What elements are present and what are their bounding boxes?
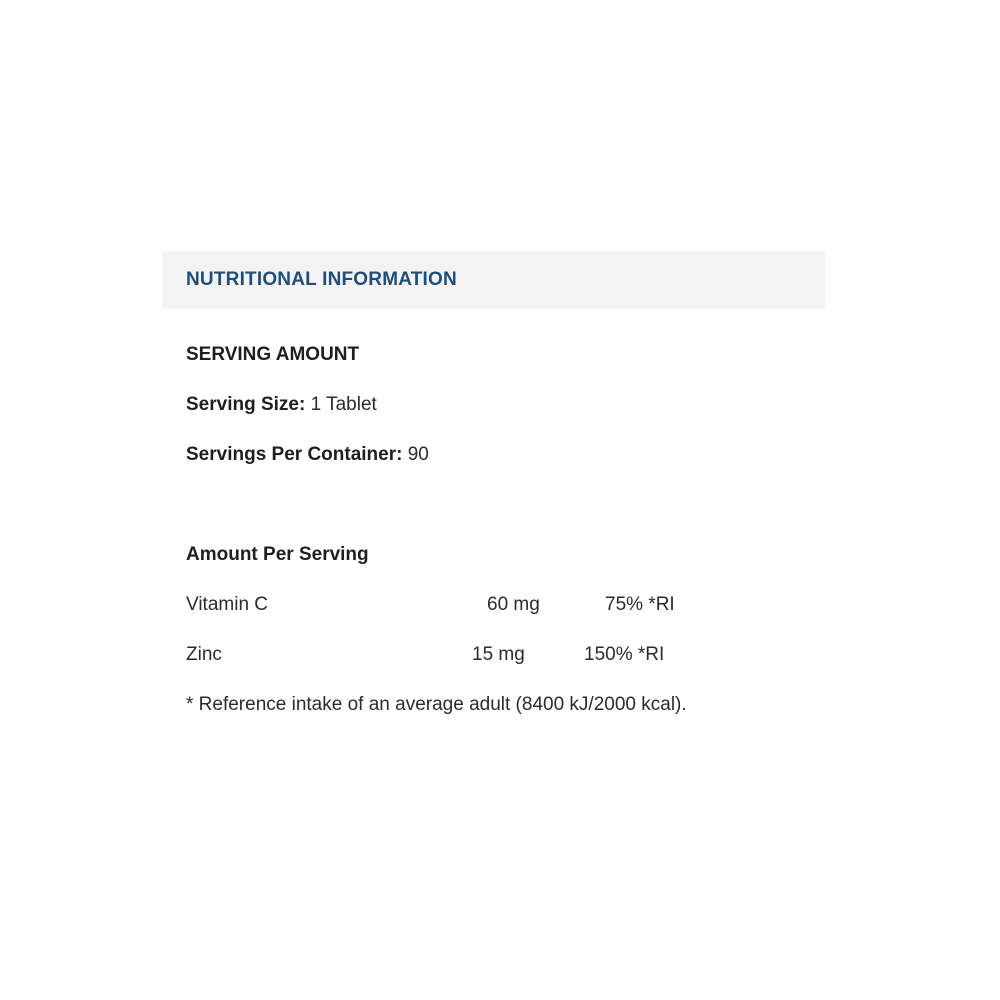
nutrient-name: Vitamin C [186, 594, 269, 615]
nutrient-amount: 60 mg [487, 594, 540, 615]
panel-title: NUTRITIONAL INFORMATION [186, 269, 457, 290]
nutrient-row-zinc [186, 643, 825, 693]
amount-per-serving-heading: Amount Per Serving [186, 544, 369, 565]
serving-size-label: Serving Size: [186, 394, 306, 415]
serving-size-line [186, 393, 825, 443]
nutrient-name: Zinc [186, 644, 222, 665]
nutrition-panel [162, 251, 825, 743]
nutrient-amount: 15 mg [472, 644, 525, 665]
footnote: * Reference intake of an average adult (8400 kJ/2000 kcal). [186, 694, 687, 715]
nutrient-row-vitamin-c [186, 593, 825, 643]
servings-per-container-line [186, 443, 825, 493]
panel-body [162, 309, 825, 743]
panel-header [162, 251, 825, 309]
servings-per-container-value: 90 [407, 444, 429, 465]
serving-size-value: 1 Tablet [310, 394, 377, 415]
nutrient-ri: 75% *RI [605, 594, 675, 615]
nutrient-ri: 150% *RI [584, 644, 665, 665]
servings-per-container-label: Servings Per Container: [186, 444, 403, 465]
serving-amount-heading: SERVING AMOUNT [186, 344, 360, 365]
spacer [186, 493, 825, 543]
